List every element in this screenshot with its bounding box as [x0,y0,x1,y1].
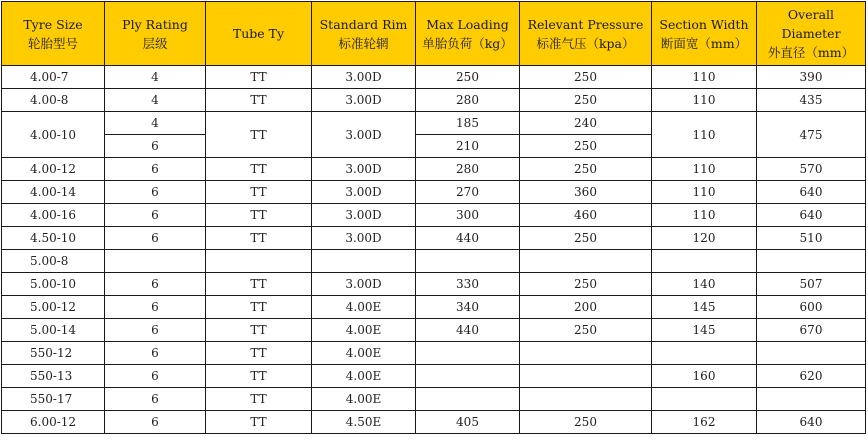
cell-relevant-pressure: 460 [520,204,652,227]
cell-max-loading: 185 [416,112,520,135]
cell-relevant-pressure: 250 [520,227,652,250]
cell-tube-type: TT [206,204,312,227]
cell-standard-rim: 4.00E [312,342,416,365]
cell-section-width: 120 [652,227,757,250]
cell-tyre-size: 4.00-7 [2,66,105,89]
cell-tyre-size: 4.00-12 [2,158,105,181]
cell-tube-type: TT [206,319,312,342]
cell-relevant-pressure: 250 [520,273,652,296]
table-row [2,342,866,365]
cell-standard-rim: 3.00D [312,273,416,296]
cell-standard-rim: 4.00E [312,296,416,319]
cell-overall-diameter: 507 [757,273,866,296]
cell-standard-rim: 3.00D [312,204,416,227]
cell-ply-rating: 6 [105,319,206,342]
cell-relevant-pressure [520,365,652,388]
cell-tyre-size: 550-12 [2,342,105,365]
cell-relevant-pressure [520,342,652,365]
cell-tube-type: TT [206,388,312,411]
cell-section-width [652,388,757,411]
cell-max-loading: 405 [416,411,520,434]
cell-tyre-size: 4.00-8 [2,89,105,112]
cell-tube-type: TT [206,227,312,250]
cell-tyre-size: 5.00-14 [2,319,105,342]
cell-section-width: 162 [652,411,757,434]
cell-ply-rating: 4 [105,112,206,135]
header-standard-rim: Standard Rim 标准轮辋 [312,2,416,66]
cell-standard-rim: 3.00D [312,89,416,112]
cell-standard-rim: 3.00D [312,112,416,158]
header-tube-type: Tube Ty [206,2,312,66]
table-row [2,89,866,112]
cell-ply-rating: 4 [105,89,206,112]
cell-tube-type: TT [206,89,312,112]
cell-section-width: 110 [652,181,757,204]
cell-section-width: 160 [652,365,757,388]
cell-ply-rating: 6 [105,204,206,227]
cell-tyre-size: 5.00-8 [2,250,105,273]
cell-tube-type: TT [206,411,312,434]
cell-max-loading [416,365,520,388]
header-tyre-size: Tyre Size 轮胎型号 [2,2,105,66]
cell-tube-type: TT [206,181,312,204]
cell-section-width [652,250,757,273]
cell-tyre-size: 5.00-10 [2,273,105,296]
header-overall-diameter: Overall Diameter 外直径（mm） [757,2,866,66]
cell-ply-rating: 6 [105,135,206,158]
cell-tyre-size: 4.50-10 [2,227,105,250]
cell-tube-type: TT [206,112,312,158]
cell-tube-type: TT [206,66,312,89]
cell-max-loading: 340 [416,296,520,319]
cell-section-width [652,342,757,365]
cell-max-loading [416,250,520,273]
cell-section-width: 140 [652,273,757,296]
cell-max-loading: 210 [416,135,520,158]
cell-section-width: 145 [652,296,757,319]
header-row [2,2,866,66]
cell-overall-diameter: 640 [757,204,866,227]
cell-ply-rating: 6 [105,227,206,250]
cell-max-loading [416,388,520,411]
cell-overall-diameter: 570 [757,158,866,181]
cell-tube-type [206,250,312,273]
table-row [2,204,866,227]
cell-relevant-pressure [520,250,652,273]
cell-section-width: 110 [652,204,757,227]
cell-ply-rating: 6 [105,181,206,204]
cell-relevant-pressure: 250 [520,158,652,181]
cell-ply-rating: 6 [105,342,206,365]
header-max-loading: Max Loading 单胎负荷（kg） [416,2,520,66]
cell-max-loading [416,342,520,365]
cell-max-loading: 280 [416,89,520,112]
cell-ply-rating: 6 [105,365,206,388]
cell-max-loading: 300 [416,204,520,227]
cell-max-loading: 250 [416,66,520,89]
cell-tube-type: TT [206,365,312,388]
cell-ply-rating [105,250,206,273]
cell-standard-rim: 3.00D [312,66,416,89]
cell-tyre-size: 6.00-12 [2,411,105,434]
cell-ply-rating: 6 [105,296,206,319]
cell-ply-rating: 6 [105,388,206,411]
header-section-width: Section Width 断面宽（mm） [652,2,757,66]
cell-section-width: 110 [652,89,757,112]
table-row [2,296,866,319]
cell-overall-diameter: 620 [757,365,866,388]
table-row [2,388,866,411]
table-row [2,273,866,296]
cell-max-loading: 440 [416,319,520,342]
table-row [2,158,866,181]
cell-relevant-pressure: 360 [520,181,652,204]
cell-section-width: 110 [652,112,757,158]
table-row [2,250,866,273]
cell-overall-diameter [757,388,866,411]
cell-tyre-size: 550-17 [2,388,105,411]
cell-overall-diameter: 640 [757,411,866,434]
cell-tyre-size: 4.00-10 [2,112,105,158]
table-row [2,112,866,135]
cell-relevant-pressure: 250 [520,66,652,89]
table-row [2,365,866,388]
cell-section-width: 110 [652,66,757,89]
cell-relevant-pressure: 240 [520,112,652,135]
table-row [2,411,866,434]
table-row [2,181,866,204]
cell-standard-rim: 3.00D [312,158,416,181]
cell-overall-diameter: 670 [757,319,866,342]
cell-relevant-pressure: 250 [520,319,652,342]
cell-tube-type: TT [206,273,312,296]
cell-max-loading: 270 [416,181,520,204]
cell-max-loading: 280 [416,158,520,181]
tyre-spec-table [1,1,866,434]
cell-relevant-pressure: 250 [520,135,652,158]
cell-max-loading: 330 [416,273,520,296]
cell-standard-rim: 4.00E [312,365,416,388]
cell-ply-rating: 6 [105,158,206,181]
cell-max-loading: 440 [416,227,520,250]
table-row [2,227,866,250]
cell-relevant-pressure: 250 [520,411,652,434]
cell-standard-rim: 3.00D [312,227,416,250]
cell-overall-diameter: 390 [757,66,866,89]
cell-overall-diameter: 510 [757,227,866,250]
cell-tube-type: TT [206,158,312,181]
cell-ply-rating: 4 [105,66,206,89]
header-relevant-pressure: Relevant Pressure 标准气压（kpa） [520,2,652,66]
cell-tyre-size: 4.00-14 [2,181,105,204]
cell-tyre-size: 5.00-12 [2,296,105,319]
cell-relevant-pressure [520,388,652,411]
header-ply-rating: Ply Rating 层级 [105,2,206,66]
cell-overall-diameter [757,250,866,273]
cell-tyre-size: 4.00-16 [2,204,105,227]
table-row [2,319,866,342]
cell-overall-diameter: 435 [757,89,866,112]
cell-section-width: 110 [652,158,757,181]
cell-standard-rim: 4.00E [312,319,416,342]
cell-overall-diameter: 640 [757,181,866,204]
cell-section-width: 145 [652,319,757,342]
cell-overall-diameter: 475 [757,112,866,158]
cell-relevant-pressure: 200 [520,296,652,319]
cell-ply-rating: 6 [105,273,206,296]
cell-ply-rating: 6 [105,411,206,434]
cell-standard-rim [312,250,416,273]
cell-standard-rim: 3.00D [312,181,416,204]
cell-standard-rim: 4.50E [312,411,416,434]
table-row [2,66,866,89]
cell-relevant-pressure: 250 [520,89,652,112]
cell-tube-type: TT [206,342,312,365]
cell-overall-diameter: 600 [757,296,866,319]
cell-standard-rim: 4.00E [312,388,416,411]
cell-overall-diameter [757,342,866,365]
cell-tube-type: TT [206,296,312,319]
cell-tyre-size: 550-13 [2,365,105,388]
